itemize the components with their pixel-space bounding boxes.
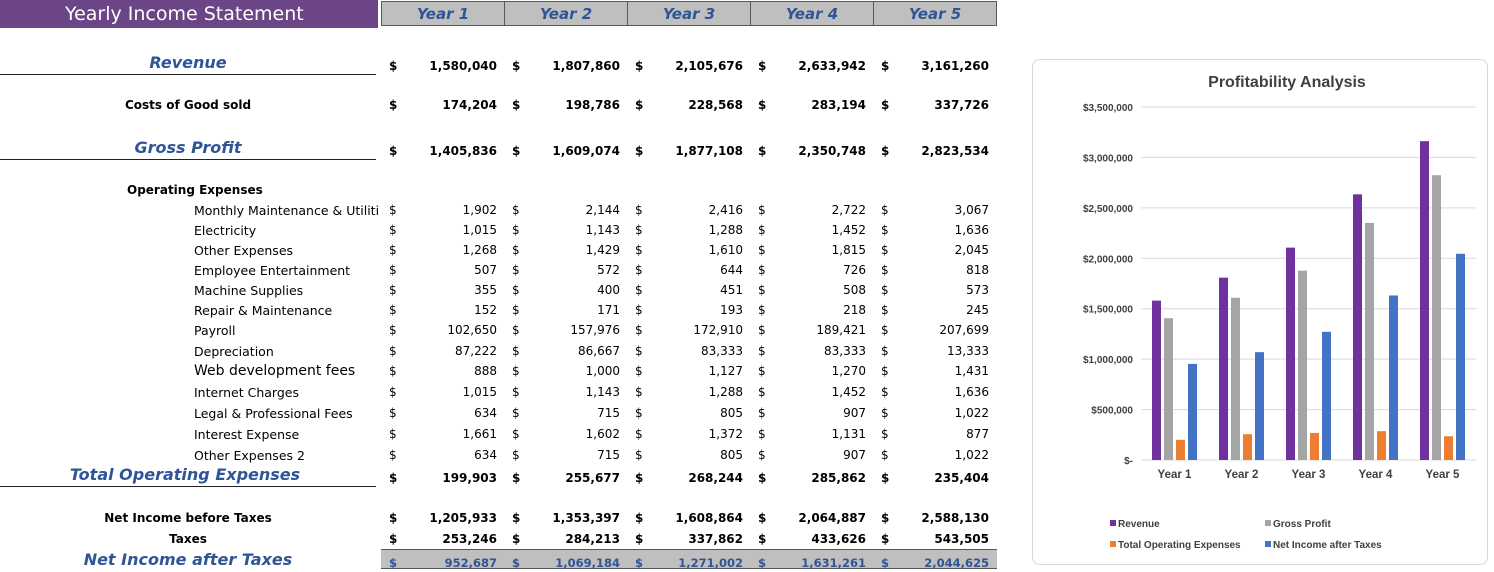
cell-value: 1,807,860: [552, 59, 620, 73]
cell-value: 1,069,184: [555, 556, 620, 570]
cell-value: 1,902: [462, 203, 497, 217]
cell-value: 952,687: [444, 556, 497, 570]
cell-value: 1,636: [954, 385, 989, 399]
currency-symbol: $: [389, 556, 398, 570]
cell-value: 1,015: [462, 385, 497, 399]
currency-symbol: $: [881, 263, 889, 277]
currency-symbol: $: [389, 98, 398, 112]
cell-value: 337,862: [688, 532, 743, 546]
currency-symbol: $: [512, 223, 520, 237]
cell-value: 199,903: [442, 471, 497, 485]
currency-symbol: $: [389, 203, 397, 217]
bar-gross-profit: [1164, 318, 1173, 460]
cell-value: 285,862: [811, 471, 866, 485]
cell-value: 805: [720, 406, 743, 420]
cell-value: 1,143: [585, 385, 620, 399]
bar-net-income-after-taxes: [1322, 332, 1331, 460]
currency-symbol: $: [758, 323, 766, 337]
cell-value: 253,246: [442, 532, 497, 546]
cell-value: 715: [597, 406, 620, 420]
currency-symbol: $: [635, 323, 643, 337]
bar-revenue: [1353, 194, 1362, 460]
cell-value: 3,161,260: [921, 59, 989, 73]
currency-symbol: $: [758, 203, 766, 217]
cell-value: 634: [474, 448, 497, 462]
cell-value: 1,288: [708, 385, 743, 399]
x-tick-label: Year 2: [1224, 469, 1259, 481]
row-label: Machine Supplies: [194, 283, 304, 298]
row-label: Internet Charges: [194, 385, 299, 400]
cell-value: 1,022: [954, 448, 989, 462]
currency-symbol: $: [881, 98, 890, 112]
currency-symbol: $: [635, 263, 643, 277]
cell-value: 2,633,942: [798, 59, 866, 73]
currency-symbol: $: [758, 144, 767, 158]
currency-symbol: $: [389, 323, 397, 337]
bar-revenue: [1219, 278, 1228, 460]
bar-total-operating-expenses: [1377, 431, 1386, 460]
bar-revenue: [1420, 141, 1429, 460]
currency-symbol: $: [635, 283, 643, 297]
row-label: Gross Profit: [134, 138, 242, 157]
cell-value: 284,213: [565, 532, 620, 546]
cell-value: 1,353,397: [552, 511, 620, 525]
cell-value: 1,452: [831, 385, 866, 399]
cell-value: 268,244: [688, 471, 743, 485]
y-tick-label: $1,500,000: [1082, 304, 1133, 316]
gross-profit-underline: [0, 159, 376, 160]
cell-value: 13,333: [947, 344, 989, 358]
cell-value: 1,022: [954, 406, 989, 420]
cell-value: 1,661: [462, 427, 497, 441]
cell-value: 1,877,108: [675, 144, 743, 158]
cell-value: 2,064,887: [798, 511, 866, 525]
currency-symbol: $: [881, 344, 889, 358]
bar-gross-profit: [1231, 298, 1240, 460]
cell-value: 1,815: [831, 243, 866, 257]
cell-value: 715: [597, 448, 620, 462]
row-label: Operating Expenses: [127, 183, 263, 197]
cell-value: 2,416: [708, 203, 743, 217]
y-tick-label: $3,500,000: [1082, 103, 1133, 114]
total-opex-underline: [0, 486, 376, 487]
cell-value: 245: [966, 303, 989, 317]
cell-value: 1,405,836: [429, 144, 497, 158]
currency-symbol: $: [758, 98, 767, 112]
currency-symbol: $: [389, 303, 397, 317]
currency-symbol: $: [512, 303, 520, 317]
currency-symbol: $: [512, 471, 521, 485]
currency-symbol: $: [389, 364, 397, 378]
cell-value: 1,431: [954, 364, 989, 378]
currency-symbol: $: [758, 427, 766, 441]
currency-symbol: $: [881, 243, 889, 257]
currency-symbol: $: [512, 263, 520, 277]
legend-label: Total Operating Expenses: [1118, 540, 1241, 551]
currency-symbol: $: [635, 243, 643, 257]
bar-gross-profit: [1432, 175, 1441, 460]
cell-value: 83,333: [824, 344, 866, 358]
currency-symbol: $: [881, 427, 889, 441]
cell-value: 171: [597, 303, 620, 317]
cell-value: 726: [843, 263, 866, 277]
currency-symbol: $: [881, 511, 890, 525]
cell-value: 283,194: [811, 98, 866, 112]
cell-value: 2,044,625: [924, 556, 989, 570]
cell-value: 451: [720, 283, 743, 297]
currency-symbol: $: [758, 556, 767, 570]
cell-value: 572: [597, 263, 620, 277]
cell-value: 2,350,748: [798, 144, 866, 158]
cell-value: 2,823,534: [921, 144, 989, 158]
currency-symbol: $: [512, 243, 520, 257]
row-label: Net Income after Taxes: [83, 550, 293, 569]
cell-value: 1,205,933: [429, 511, 497, 525]
currency-symbol: $: [635, 223, 643, 237]
currency-symbol: $: [512, 448, 520, 462]
x-tick-label: Year 1: [1157, 469, 1192, 481]
cell-value: 1,609,074: [552, 144, 620, 158]
year-header-4: Year 4: [750, 1, 874, 26]
currency-symbol: $: [512, 323, 520, 337]
currency-symbol: $: [635, 144, 644, 158]
cell-value: 818: [966, 263, 989, 277]
currency-symbol: $: [635, 448, 643, 462]
title-cell: Yearly Income Statement: [0, 0, 378, 28]
legend-label: Revenue: [1118, 519, 1160, 530]
cell-value: 644: [720, 263, 743, 277]
currency-symbol: $: [881, 203, 889, 217]
currency-symbol: $: [881, 471, 890, 485]
currency-symbol: $: [512, 59, 521, 73]
y-tick-label: $2,000,000: [1082, 254, 1133, 266]
cell-value: 1,452: [831, 223, 866, 237]
currency-symbol: $: [512, 511, 521, 525]
cell-value: 83,333: [701, 344, 743, 358]
row-label: Other Expenses: [194, 243, 294, 258]
revenue-underline: [0, 74, 376, 75]
bar-revenue: [1152, 301, 1161, 460]
cell-value: 87,222: [455, 344, 497, 358]
cell-value: 400: [597, 283, 620, 297]
cell-value: 2,105,676: [675, 59, 743, 73]
cell-value: 1,610: [708, 243, 743, 257]
cell-value: 1,270: [831, 364, 866, 378]
currency-symbol: $: [635, 364, 643, 378]
currency-symbol: $: [635, 427, 643, 441]
cell-value: 1,268: [462, 243, 497, 257]
currency-symbol: $: [512, 344, 520, 358]
cell-value: 1,429: [585, 243, 620, 257]
row-label: Employee Entertainment: [194, 263, 351, 278]
x-tick-label: Year 3: [1291, 469, 1326, 481]
currency-symbol: $: [512, 532, 521, 546]
cell-value: 907: [843, 448, 866, 462]
bar-total-operating-expenses: [1444, 436, 1453, 460]
currency-symbol: $: [758, 243, 766, 257]
cell-value: 634: [474, 406, 497, 420]
currency-symbol: $: [881, 323, 889, 337]
currency-symbol: $: [635, 556, 644, 570]
currency-symbol: $: [635, 532, 644, 546]
cell-value: 573: [966, 283, 989, 297]
currency-symbol: $: [758, 406, 766, 420]
y-tick-label: $2,500,000: [1082, 203, 1133, 215]
cell-value: 2,045: [954, 243, 989, 257]
cell-value: 1,580,040: [429, 59, 497, 73]
y-tick-label: $500,000: [1091, 405, 1133, 417]
cell-value: 337,726: [934, 98, 989, 112]
currency-symbol: $: [389, 223, 397, 237]
cell-value: 1,000: [585, 364, 620, 378]
cell-value: 2,722: [831, 203, 866, 217]
currency-symbol: $: [758, 59, 767, 73]
cell-value: 3,067: [954, 203, 989, 217]
cell-value: 888: [474, 364, 497, 378]
cell-value: 235,404: [934, 471, 989, 485]
currency-symbol: $: [758, 471, 767, 485]
chart-svg: [1033, 60, 1487, 564]
bar-net-income-after-taxes: [1255, 352, 1264, 460]
currency-symbol: $: [389, 344, 397, 358]
cell-value: 218: [843, 303, 866, 317]
currency-symbol: $: [881, 283, 889, 297]
currency-symbol: $: [758, 344, 766, 358]
currency-symbol: $: [512, 98, 521, 112]
x-tick-label: Year 5: [1425, 469, 1460, 481]
row-label: Interest Expense: [194, 427, 300, 442]
currency-symbol: $: [635, 59, 644, 73]
currency-symbol: $: [881, 364, 889, 378]
currency-symbol: $: [389, 427, 397, 441]
currency-symbol: $: [635, 385, 643, 399]
cell-value: 1,127: [708, 364, 743, 378]
y-tick-label: $-: [1124, 456, 1133, 467]
bar-revenue: [1286, 248, 1295, 460]
x-tick-label: Year 4: [1358, 469, 1393, 481]
cell-value: 86,667: [578, 344, 620, 358]
currency-symbol: $: [881, 223, 889, 237]
currency-symbol: $: [758, 223, 766, 237]
row-label: Legal & Professional Fees: [194, 406, 353, 421]
cell-value: 174,204: [442, 98, 497, 112]
cell-value: 543,505: [934, 532, 989, 546]
cell-value: 189,421: [816, 323, 866, 337]
cell-value: 1,631,261: [801, 556, 866, 570]
row-label: Repair & Maintenance: [194, 303, 333, 318]
legend-swatch: [1110, 541, 1116, 547]
year-header-3: Year 3: [627, 1, 751, 26]
row-label: Electricity: [194, 223, 257, 238]
bar-gross-profit: [1365, 223, 1374, 460]
year-header-2: Year 2: [504, 1, 628, 26]
currency-symbol: $: [512, 385, 520, 399]
cell-value: 198,786: [565, 98, 620, 112]
year-header-1: Year 1: [381, 1, 505, 26]
cell-value: 805: [720, 448, 743, 462]
legend-swatch: [1265, 520, 1271, 526]
cell-value: 1,636: [954, 223, 989, 237]
currency-symbol: $: [635, 303, 643, 317]
profitability-chart: [1032, 59, 1488, 565]
currency-symbol: $: [389, 511, 398, 525]
bar-net-income-after-taxes: [1188, 364, 1197, 460]
currency-symbol: $: [881, 59, 890, 73]
currency-symbol: $: [512, 144, 521, 158]
legend-label: Gross Profit: [1273, 519, 1331, 530]
year-header-5: Year 5: [873, 1, 997, 26]
cell-value: 152: [474, 303, 497, 317]
cell-value: 102,650: [447, 323, 497, 337]
row-label: Web development fees: [194, 363, 356, 379]
cell-value: 1,288: [708, 223, 743, 237]
row-label: Total Operating Expenses: [69, 465, 301, 484]
cell-value: 355: [474, 283, 497, 297]
currency-symbol: $: [389, 448, 397, 462]
currency-symbol: $: [881, 144, 890, 158]
row-label: Other Expenses 2: [194, 448, 305, 463]
currency-symbol: $: [881, 406, 889, 420]
currency-symbol: $: [512, 556, 521, 570]
cell-value: 1,608,864: [675, 511, 743, 525]
cell-value: 2,588,130: [921, 511, 989, 525]
currency-symbol: $: [881, 556, 890, 570]
currency-symbol: $: [512, 406, 520, 420]
currency-symbol: $: [758, 448, 766, 462]
row-label: Payroll: [194, 323, 236, 338]
currency-symbol: $: [758, 364, 766, 378]
cell-value: 157,976: [570, 323, 620, 337]
cell-value: 1,015: [462, 223, 497, 237]
currency-symbol: $: [389, 471, 398, 485]
currency-symbol: $: [635, 471, 644, 485]
y-tick-label: $1,000,000: [1082, 355, 1133, 367]
cell-value: 1,131: [831, 427, 866, 441]
y-tick-label: $3,000,000: [1082, 153, 1133, 165]
legend-label: Net Income after Taxes: [1273, 540, 1382, 551]
currency-symbol: $: [758, 303, 766, 317]
cell-value: 255,677: [565, 471, 620, 485]
cell-value: 877: [966, 427, 989, 441]
currency-symbol: $: [389, 59, 398, 73]
cell-value: 2,144: [585, 203, 620, 217]
cell-value: 1,372: [708, 427, 743, 441]
currency-symbol: $: [389, 406, 397, 420]
currency-symbol: $: [389, 283, 397, 297]
row-label: Taxes: [169, 532, 207, 546]
currency-symbol: $: [635, 511, 644, 525]
row-label: Revenue: [149, 53, 227, 72]
chart-title: Profitability Analysis: [1208, 74, 1366, 91]
currency-symbol: $: [389, 385, 397, 399]
currency-symbol: $: [881, 532, 890, 546]
cell-value: 507: [474, 263, 497, 277]
bar-total-operating-expenses: [1176, 440, 1185, 460]
currency-symbol: $: [758, 532, 767, 546]
legend-swatch: [1110, 520, 1116, 526]
currency-symbol: $: [512, 283, 520, 297]
currency-symbol: $: [389, 532, 398, 546]
bar-gross-profit: [1298, 271, 1307, 460]
cell-value: 433,626: [811, 532, 866, 546]
currency-symbol: $: [512, 427, 520, 441]
cell-value: 1,271,002: [678, 556, 743, 570]
cell-value: 172,910: [693, 323, 743, 337]
cell-value: 207,699: [939, 323, 989, 337]
currency-symbol: $: [881, 448, 889, 462]
currency-symbol: $: [389, 263, 397, 277]
currency-symbol: $: [881, 385, 889, 399]
cell-value: 907: [843, 406, 866, 420]
bar-total-operating-expenses: [1310, 433, 1319, 460]
currency-symbol: $: [389, 144, 398, 158]
currency-symbol: $: [635, 344, 643, 358]
cell-value: 1,602: [585, 427, 620, 441]
currency-symbol: $: [758, 263, 766, 277]
cell-value: 228,568: [688, 98, 743, 112]
row-label: Costs of Good sold: [124, 98, 252, 112]
currency-symbol: $: [758, 283, 766, 297]
currency-symbol: $: [635, 98, 644, 112]
currency-symbol: $: [389, 243, 397, 257]
cell-value: 193: [720, 303, 743, 317]
bar-net-income-after-taxes: [1389, 295, 1398, 460]
row-label: Monthly Maintenance & Utiliti: [194, 203, 380, 218]
bar-net-income-after-taxes: [1456, 254, 1465, 460]
currency-symbol: $: [758, 385, 766, 399]
row-label: Depreciation: [194, 344, 274, 359]
currency-symbol: $: [512, 364, 520, 378]
currency-symbol: $: [635, 203, 643, 217]
cell-value: 508: [843, 283, 866, 297]
legend-swatch: [1265, 541, 1271, 547]
currency-symbol: $: [512, 203, 520, 217]
cell-value: 1,143: [585, 223, 620, 237]
currency-symbol: $: [758, 511, 767, 525]
row-label: Net Income before Taxes: [104, 511, 272, 525]
currency-symbol: $: [635, 406, 643, 420]
bar-total-operating-expenses: [1243, 434, 1252, 460]
currency-symbol: $: [881, 303, 889, 317]
